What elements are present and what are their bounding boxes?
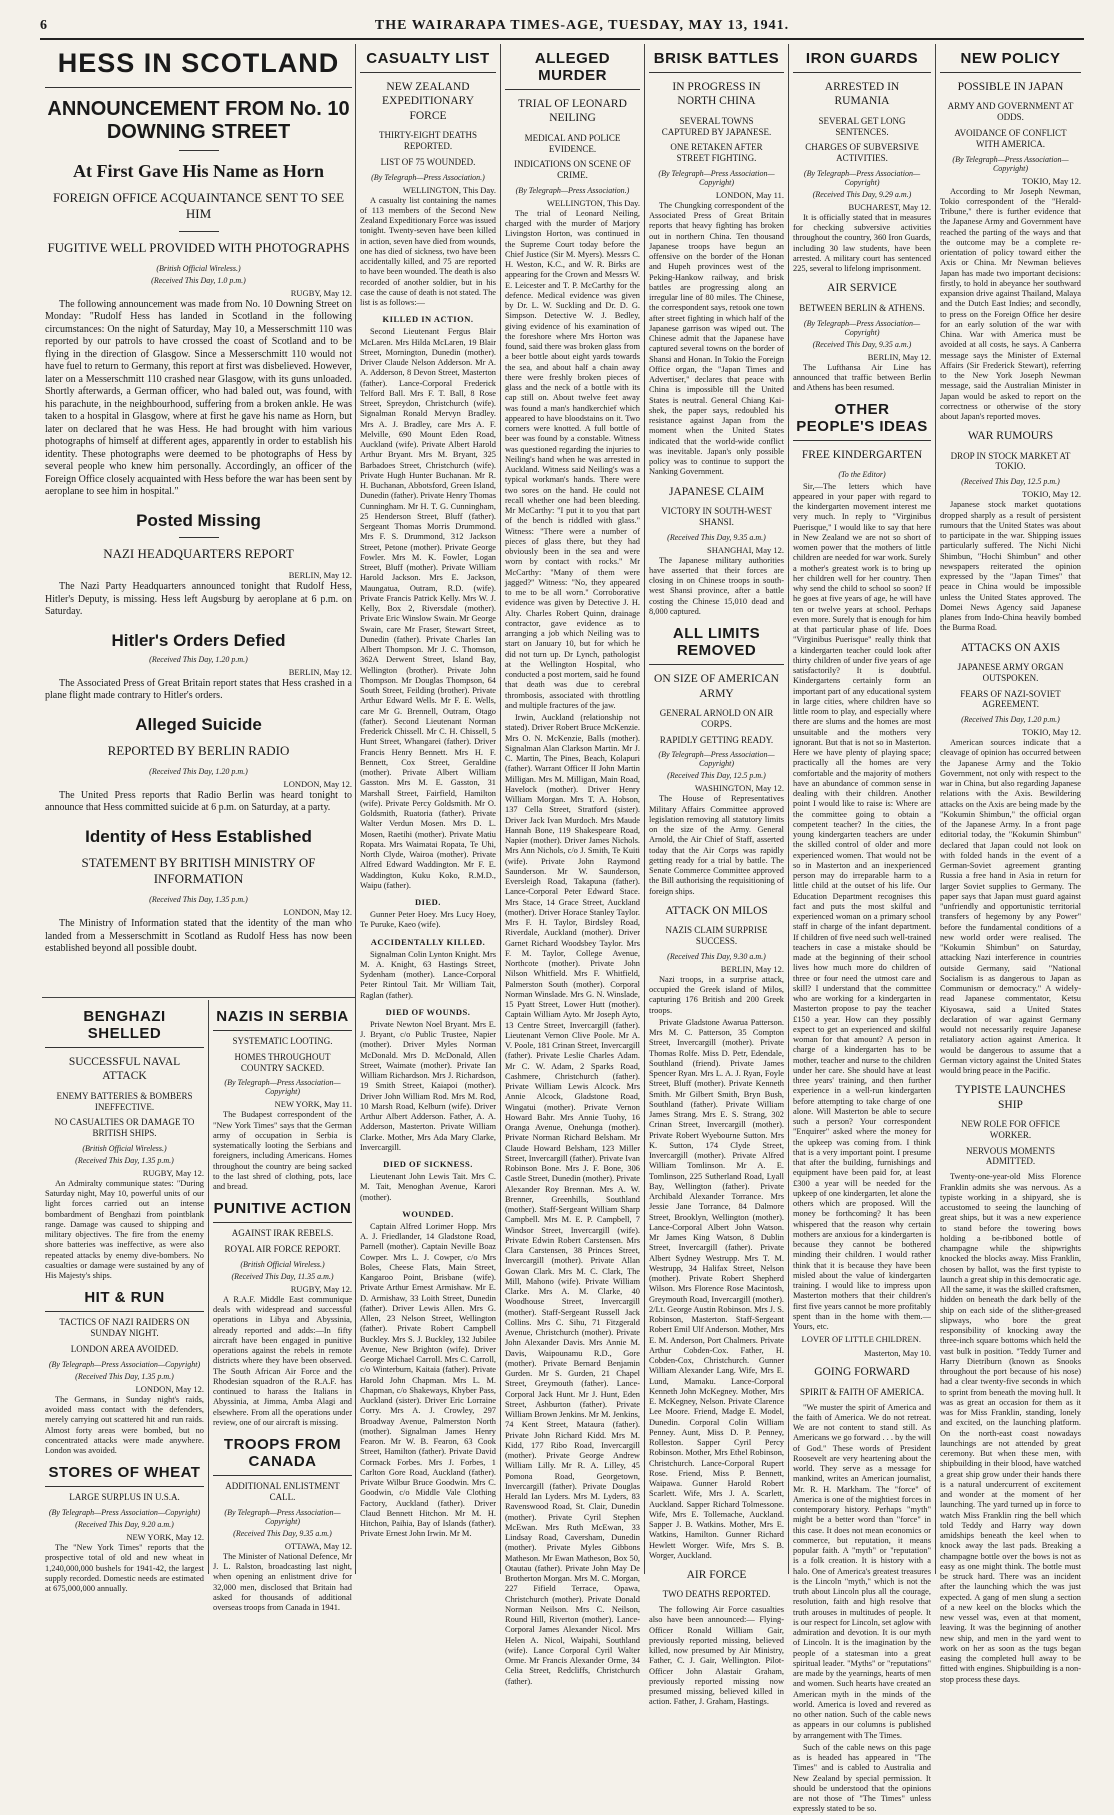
article-body: American sources indicate that a cleavage of opinion has occurred between the Japanese Army and the Tokio Government, not only with respect to the war in China, but also regarding Japanese relations with the Axis. Bewildering attacks on the Axis are being made by the "Kokumin Shimbun," the official organ of the Japanese Army. In a front page editorial today, the "Kokumin Shimbun" declared that Japan could not look on with folded hands in the event of a German-Soviet agreement granting Russia a free hand in Asia in return for larger Soviet supplies to Germany. The paper says that Japan must guard against "unfriendly and opportunistic territorial transfers of hegemony by any Power" before the fundamental conditions of a new world order were realised. The "Kokumin Shimbun" on Saturday, attacking Nazi interference in countries outside Germany, said "National Socialism is as dangerous to Japan as Communism or democracy." A widely-read Japanese commentator, Ketsu Kiyosawa, said a United States declaration of war against Germany would not necessarily require Japanese retaliatory action against America. It would be dangerous to assume that a German victory against the United States would bring peace in the Pacific. — [940, 738, 1081, 1076]
received-time: (Received This Day, 9.35 a.m.) — [667, 532, 766, 542]
received-time: (Received This Day, 9.35 a.m.) — [812, 339, 912, 349]
received-time: (Received This Day, 11.35 a.m.) — [231, 1271, 334, 1281]
subheadline: ONE RETAKEN AFTER STREET FIGHTING. — [670, 142, 763, 164]
byline: (British Official Wireless.) — [240, 1259, 325, 1269]
headline: STORES OF WHEAT — [45, 1458, 204, 1487]
dateline: SHANGHAI, May 12. — [707, 544, 784, 555]
section-label: DIED OF SICKNESS. — [383, 1159, 473, 1170]
subheadline: LARGE SURPLUS IN U.S.A. — [69, 1492, 180, 1503]
subheadline: AVOIDANCE OF CONFLICT WITH AMERICA. — [954, 127, 1067, 149]
subheadline: IN PROGRESS IN NORTH CHINA — [672, 81, 761, 108]
byline: (By Telegraph—Press Association—Copyright) — [48, 1359, 201, 1369]
headline: WAR RUMOURS — [967, 430, 1054, 443]
article-body: A casualty list containing the names of 113 members of the Second New Zealand Expeditionary Force was issued tonight. Twenty-seven have been killed in action, seven have died from wounds, one has died of sickness, two have been accidentally killed, and 75 are reported to have been wounded. The death is also recorded of another soldier, but in his case the cause of death is not stated. The list is as follows:— — [360, 195, 496, 308]
headline: ATTACK ON MILOS — [665, 904, 768, 917]
copyright-note: Such of the cable news on this page as is headed has appeared in "The Times" and is cabled to Australia and New Zealand by special permission. It should be understood that the opinions are not those of "The Times" unless expressly stated to be so. — [793, 1742, 931, 1814]
byline: (By Telegraph—Press Association.) — [371, 172, 485, 182]
headline: OTHER PEOPLE'S IDEAS — [793, 395, 931, 441]
letter-salutation: (To the Editor) — [838, 469, 886, 479]
subheadline: SUCCESSFUL NAVAL ATTACK — [68, 1056, 181, 1083]
letter-place: Masterton, May 10. — [863, 1348, 931, 1359]
dateline: TOKIO, May 12. — [1022, 727, 1081, 738]
subheadline: FREE KINDERGARTEN — [801, 449, 923, 462]
dateline: BERLIN, May 12. — [288, 666, 352, 677]
dateline: BERLIN, May 12. — [288, 570, 352, 580]
headline: TROOPS FROM CANADA — [213, 1430, 352, 1476]
subheadline: TRIAL OF LEONARD NEILING — [518, 98, 627, 125]
divider — [179, 150, 219, 151]
article-body: It is officially stated that in measures for checking subversive activities throughout the country, 360 Iron Guards, including 30 law students, have been arrested. A military court has sentenced 225, several to lifelong imprisonment. — [793, 212, 931, 274]
headline: IRON GUARDS — [793, 44, 931, 73]
casualty-list: Private Gladstone Awarua Patterson. Mrs M. C. Patterson, 35 Compton Street, Invercargill (mother). Private Thomas Rolfe. Miss D. Petr, Edendale, Southland (friend). Private James Spencer Ryan. Mrs L. A. J. Ryan, Foyle Street, Bluff (mother). Private Kenneth Smith. Mr Gilbert Smith, Bryn Bush, Southland (father). Private William James Strang. Mrs E. S. Strang, 302 Crinan Street, Invercargill (mother). Private Robert Wyebourne Sutton. Mrs K. Sutton, 174 Clyde Street, Invercargill (mother). Private Alfred William Tomlinson. Mr A. E. Tomlinson, 225 Sutherland Road, Lyall Bay, Wellington (father). Private Archibald Alexander Torrance. Mrs Jessie Jane Torrance, 84 Dalmore Street, Brooklyn, Wellington (mother). Lance-Corporal Albert John Watson. Mr James King Watson, 8 Dublin Street, Invercargill (father). Private Albert Sydney Westrupp. Mrs T. M. Westrupp, 34 Halifax Street, Nelson (mother). Private Robert Shepherd Wilson. Mrs Florence Rose Macintosh, Greymouth Road, Invercargill (mother). 2/Lt. George Austin Robinson. Mrs J. S. Robinson, Masterton. Staff-Sergeant Robert Emil Ulf Anderson. Mother, Mrs E. M. Anderson, Port Chalmers. Private Arthur Cobden-Cox. Father, H. Cobden-Cox, Christchurch. Gunner William Alexander Lang. Wife, Mrs E. Lund, Mamaku. Lance-Corporal Kenneth John McKegney. Mother, Mrs E. McKegney, Nelson. Private Clarence Lee Moore. Friend, Madge E. Model, Dunedin. Corporal Colin William Penney. Aunt, Miss D. P. Penney, Rolleston. Sapper Cyril Percy Robinson. Mother, Mrs Ethel Robinson, Christchurch. Lance-Corporal Rupert Rose. Friend, Miss P. Bennett, Waipawa. Gunner Harold Robert Scarlett. Wife, Mrs J. A. Scarlett, Auckland. Sapper Richard Tolmessone. Wife, Mrs E. Tollemache, Auckland. Sapper J. B. Watkins. Mother, Mrs E. Watkins, Hamilton. Gunner Richard Hewlett Worger. Wife, Mrs S. B. Worger, Auckland. — [649, 1017, 784, 1560]
headline: NAZIS IN SERBIA — [213, 1002, 352, 1031]
headline: PUNITIVE ACTION — [213, 1194, 352, 1223]
article-body: The Minister of National Defence, Mr J. L. Ralston, broadcasting last night, when opening an enlistment drive for 32,000 men, disclosed that Britain had asked for thousands of additional overseas troops from Canada in 1941. — [213, 1551, 352, 1613]
subheadline: BETWEEN BERLIN & ATHENS. — [799, 302, 925, 313]
section-label: DIED OF WOUNDS. — [385, 1006, 471, 1017]
headline: Hitler's Orders Defied — [111, 630, 286, 650]
headline: CASUALTY LIST — [360, 44, 496, 73]
column-rule — [355, 44, 356, 1574]
subheadline: VICTORY IN SOUTH-WEST SHANSI. — [661, 506, 772, 527]
dateline: OTTAWA, May 12. — [284, 1540, 352, 1551]
subheadline: POSSIBLE IN JAPAN — [957, 81, 1064, 93]
iron-article — [790, 44, 934, 1814]
subheadline: NEW ROLE FOR OFFICE WORKER. — [960, 1119, 1061, 1140]
casualty-list: Second Lieutenant Fergus Blair McLaren. Mrs Hilda McLaren, 19 Blair Street, Mornington, Dunedin (mother). Driver Claude Nelson Adderson. Mr A. A. Adderson, 8 Devon Street, Masterton (father). Lance-Corporal Frederick Telford Ball. Mrs F. T. Ball, 8 Rose Street, Spreydon, Christchurch (wife). Signalman Ronald Mervyn Bradley. Mrs A. J. Bradley, care Mrs A. F. Melville, 690 Mount Eden Road, Auckland (wife). Private Albert Harold Arthur Bryant. Mrs M. Bryant, 325 Barbadoes Street, Christchurch (wife). Private Hugh Hunter Buchanan. Mr R. H. Buchanan, Abbotsford, Green Island, Dunedin (father). Private Henry Thomas Cunningham. Mr H. T. G. Cunningham, 25 Henderson Street, Bluff (father). Sergeant Thomas Morris Drummond. Mrs F. S. Drummond, 312 Jackson Street, Petone (mother). Private George Fowler. Mrs M. K. Fowler, Logan Street, Bluff (mother). Private William Harold Jackson. Mrs E. Jackson, Maungatua, Outram, R.D. (wife). Private Francis Patrick Kelly. Mrs W. J. Kelly, Box 2, Riversdale (mother). Private Eric Winslow Swain. Mr George Swain, care Mr Fraser, Stewart Street, Dunedin (father). Private Charles Ian Albert Thompson. Mr J. C. Thomson, 362A Derwent Street, Island Bay, Wellington (brother). Private John Thompson. Mr Douglas Thompson, 64 South Street, Feilding (brother). Private Arthur Edward Wells. Mr F. E. Wells, care Mr G. Brennell, Outram, Otago (father). Second Lieutenant Norman Frederick Chissell. Mr C. H. Chissell, 5 Hunt Street, Whangarei (father). Driver Francis Henry Bennett. Mrs H. F. Bennett, Cox Street, Geraldine (mother). Private Albert William Gasston. Mrs M. E. Gasston, 31 Marshall Street, Fairfield, Hamilton (wife). Private Percy Goldsmith. Mr O. Goldsmith, Ruatoria (father). Private Walter Verdun Mosen. Mrs D. L. Mosen, Raetihi (mother). Private Matiu Ropata. Mrs Waimatai Ropata, Te Uhi, North Clyde, Wairoa (mother). Private Alfred Edward Waddington. Mr F. E. Waddington, Kuku Koko, R.M.D., Waipu (father). — [360, 327, 496, 890]
casualty-list: Gunner Peter Hoey. Mrs Lucy Hoey, Te Puruke, Kaeo (wife). — [360, 910, 496, 930]
received-time: (Received This Day, 1.35 p.m.) — [75, 1155, 174, 1165]
subheadline: REPORTED BY BERLIN RADIO — [107, 742, 290, 758]
received-time: (Received This Day, 9.29 a.m.) — [812, 189, 912, 199]
article-body: "We muster the spirit of America and the faith of America. We do not retreat. We are not content to stand still. As Americans we go forward . . . by the will of God." These words of President Roosevelt are very heartening about the world. They serve as a message for mankind, writes an American journalist, Mr. R. H. Markham. The "force" of America is one of the mightiest forces in contemporary history. Perhaps "myth" might be a better word than "force" in this case. It does not mean economics or commerce, but reputation, it means popular faith. A "myth" or "reputation" is a folk creation. It is history with a halo. One of America's greatest treasures is the Lincoln "myth," which is not the truth about Lincoln plus all the courage, resolution, faith and high resolve that truth arouses in multitudes of people. It is our respect for Lincoln, set aglow with admiration and devotion. It is our myth of Lincoln. It is the imagination by the people of a statesman into a great spiritual leader. "Myths" or "reputations" are made by the yearnings, hearts of men and women. Such hearts have created an American myth in the minds of the world. America is loved and revered as no other nation. Such of the cable news as appears in our columns is published by arrangement with The Times. — [793, 1402, 931, 1740]
headline: HESS IN SCOTLAND — [45, 44, 352, 88]
divider — [179, 537, 219, 538]
received-time: (Received This Day, 12.5 p.m.) — [961, 477, 1060, 487]
received-time: (Received This Day, 9.20 a.m.) — [75, 1520, 174, 1530]
column-rule — [208, 1000, 209, 1574]
subheadline: LIST OF 75 WOUNDED. — [380, 156, 476, 167]
article-body: A R.A.F. Middle East communique deals with widespread and successful operations in Libya and Abyssinia, already reported and adds:—In fifty aircraft have been engaged in punitive operations against the rebels in remote districts where they have been observed. The South African Air Force and the Rhodesian squadron of the R.A.F. has continued to harass the Italians in Abyssinia, at Jimma, Amba Alagi and elsewhere. From all the operations under review, one of our aircraft is missing. — [213, 1294, 352, 1427]
casualty-article — [357, 44, 499, 1574]
subheadline: FOREIGN OFFICE ACQUAINTANCE SENT TO SEE HIM — [52, 190, 345, 222]
subheadline: THIRTY-EIGHT DEATHS REPORTED. — [378, 130, 478, 151]
brisk-article — [646, 44, 787, 1707]
byline: (By Telegraph—Press Association—Copyright) — [48, 1508, 201, 1518]
dateline: RUGBY, May 12. — [290, 287, 352, 298]
byline: (By Telegraph—Press Association—Copyright) — [224, 1507, 341, 1526]
subheadline: AGAINST IRAK REBELS. — [231, 1228, 334, 1239]
article-body: The Budapest correspondent of the "New York Times" says that the German army of occupation in Serbia is systematically looting the Serbians and foreigners, including Americans. Homes throughout the country are being sacked to the last shred of clothing, pots, lace and bread. — [213, 1110, 352, 1192]
page-number: 6 — [40, 18, 47, 33]
headline: BRISK BATTLES — [649, 44, 784, 73]
subheadline: ADDITIONAL ENLISTMENT CALL. — [225, 1481, 340, 1503]
divider — [179, 231, 219, 232]
article-body: The Nazi Party Headquarters announced tonight that Rudolf Hess, Hitler's Deputy, is missing. Hess left Augsburg by aeroplane at 6 p.m. on Saturday. — [45, 581, 352, 617]
subheadline: FUGITIVE WELL PROVIDED WITH PHOTOGRAPHS — [47, 239, 350, 255]
headline: ALL LIMITS REMOVED — [649, 619, 784, 665]
subheadline: LONDON AREA AVOIDED. — [70, 1344, 179, 1355]
section-rule — [42, 997, 355, 998]
headline: AIR SERVICE — [827, 282, 897, 295]
dateline: BUCHAREST, May 12. — [848, 201, 931, 212]
article-body: The Ministry of Information stated that the identity of the man who landed from a Messerschmitt in Scotland as Rudolf Hess has now been established beyond all possible doubt. — [45, 918, 352, 955]
headline: HIT & RUN — [45, 1283, 204, 1312]
dateline: NEW YORK, May 12. — [126, 1532, 204, 1543]
subheadline: HOMES THROUGHOUT COUNTRY SACKED. — [234, 1051, 331, 1073]
column-rule — [788, 44, 789, 1574]
subheadline: DROP IN STOCK MARKET AT TOKIO. — [950, 450, 1071, 472]
received-time: (Received This Day, 1.20 p.m.) — [149, 654, 248, 664]
article-body: The Germans, in Sunday night's raids, avoided mass contact with the defenders, merely carrying out scattered hit and run raids. Almost forty areas were bombed, but no concentrated attacks were made anywhere. London was avoided. — [45, 1394, 204, 1456]
article-body: The Lufthansa Air Line has announced that traffic between Berlin and Athens has been resumed. — [793, 362, 931, 393]
section-label: WOUNDED. — [402, 1208, 454, 1219]
headline: BENGHAZI SHELLED — [45, 1002, 204, 1048]
received-time: (Received This Day, 1.35 p.m.) — [149, 895, 248, 905]
serbia-article — [210, 1002, 355, 1613]
subheadline: ENEMY BATTERIES & BOMBERS INEFFECTIVE. — [56, 1090, 193, 1112]
dateline: WELLINGTON, This Day. — [402, 184, 496, 195]
article-body: The following Air Force casualties also have been announced:— Flying-Officer Ronald William Gair, previously reported missing, believed killed, now presumed by Air Ministry, Father, C. J. Gair, Wellington. Pilot-Officer John Alastair Graham, previously reported missing now presumed missing, believed killed in action. Father, J. Graham, Hastings. — [649, 1605, 784, 1707]
section-label: DIED. — [415, 897, 441, 908]
subheadline: CHARGES OF SUBVERSIVE ACTIVITIES. — [805, 142, 919, 164]
subheadline: SPIRIT & FAITH OF AMERICA. — [800, 1386, 924, 1397]
headline: NEW POLICY — [940, 44, 1081, 73]
headline: Alleged Suicide — [135, 714, 262, 734]
dateline: TOKIO, May 12. — [1022, 489, 1081, 500]
casualty-list: Signalman Colin Lynton Knight. Mrs M. A. Knight, 63 Hastings Street, Sydenham (mother). Lance-Corporal Peter Rintoul Tait. Mr William Tait, Raglan (father). — [360, 949, 496, 1000]
subheadline: GENERAL ARNOLD ON AIR CORPS. — [659, 707, 774, 729]
subheadline: ARRESTED IN RUMANIA — [824, 81, 900, 108]
headline: AIR FORCE — [686, 1569, 747, 1582]
column-rule — [935, 44, 936, 1574]
subheadline: RAPIDLY GETTING READY. — [659, 734, 774, 745]
subheadline: STATEMENT BY BRITISH MINISTRY OF INFORMATION — [81, 854, 316, 886]
headline: ATTACKS ON AXIS — [960, 641, 1061, 654]
dateline: NEW YORK, May 11. — [274, 1099, 352, 1110]
subheadline: SYSTEMATIC LOOTING. — [232, 1036, 333, 1046]
article-body: Japanese stock market quotations dropped sharply as a result of persistent rumours that the United States was about to participate in the war. Shipping issues particularly suffered. The Nichi Nichi Shimbun, "Hochi Shimbun" and other newspapers reiterated the opinion expressed by the "Japan Times" that peace in China would be impossible unless the United States approved. The Domei News Agency said Japanese planes from Indo-China heavily bombed the Burma Road. — [940, 500, 1081, 633]
article-body: An Admiralty communique states: "During Saturday night, May 10, powerful units of our light forces carried out an intense bombardment of Benghazi from pointblank range. Damage was caused to shipping and military objectives. The fire from the enemy shore batteries was ineffective, as were also repeated attacks by enemy dive-bombers. No casualties or damage were sustained by any of His Majesty's ships. — [45, 1178, 204, 1281]
byline: (By Telegraph—Press Association—Copyright) — [952, 154, 1069, 173]
column-rule — [644, 44, 645, 1574]
subheadline: JAPANESE CLAIM — [668, 485, 765, 498]
received-time: (Received This Day, 9.35 a.m.) — [233, 1528, 332, 1538]
received-time: (Received This Day, 9.30 a.m.) — [667, 951, 766, 961]
received-time: (Received This Day, 1.35 p.m.) — [75, 1371, 174, 1381]
subheadline: MEDICAL AND POLICE EVIDENCE. — [524, 132, 621, 154]
byline: (By Telegraph—Press Association—Copyright) — [803, 318, 921, 337]
byline: (By Telegraph—Press Association—Copyright) — [658, 168, 775, 187]
subheadline: SEVERAL GET LONG SENTENCES. — [818, 115, 906, 137]
headline: Posted Missing — [136, 510, 261, 530]
article-body: The "New York Times" reports that the prospective total of old and new wheat in 1,240,000,000 bushels for 1941-42, the largest supply recorded. Domestic needs are estimated at 675,000,000 annually. — [45, 1543, 204, 1594]
headline: GOING FORWARD — [814, 1366, 910, 1379]
received-time: (Received This Day, 12.5 p.m.) — [667, 771, 766, 781]
received-time: (Received This Day, 1.20 p.m.) — [961, 715, 1060, 725]
dateline: RUGBY, May 12. — [142, 1167, 204, 1178]
article-body: The House of Representatives Military Affairs Committee approved legislation removing all statutory limits on the size of the Army. General Arnold, the Air Chief of Staff, asserted today that the Air Corps was rapidly getting ready for a trial by battle. The Senate Commerce Committee approved the Bill authorising the requisitioning of foreign ships. — [649, 794, 784, 896]
article-body: The trial of Leonard Neiling, charged with the murder of Marjory Livingston Horton, was continued in the Supreme Court today before the Chief Justice (Sir M. Myers). Messrs C. H. Weston, K.C., and W. R. Birks are appearing for the Crown and Messrs W. E. Leicester and T. P. McCarthy for the defence. Medical evidence was given by Dr. L. W. Suckling and Dr. D. G. Simpson. Detective W. J. Bedley, giving evidence of his examination of the foreshore where Mrs Horton was found, said there was broken glass from a beer bottle about eight yards towards the sea, and about half a chain away there were freshly broken pieces of glass and the neck of a bottle with its cap still on. About twelve feet away was found a man's handkerchief which appeared to have bloodstains on it. Two corners were knotted. A full bottle of beer was found by a constable. Witness was questioned regarding the injuries to Neiling's hand when he was arrested in Auckland. Witness said Neiling's was a typical workman's hands. There were two sores on the hand. He could not recall whether one had been bleeding. Mr McCarthy: "I put it to you that part of the bench is riddled with glass." Witness: "There were a number of pieces of glass there, but they had obviously been in the sea and were worn by contact with rocks." Mr McCarthy: "Many of them were jagged?" Witness: "No, they appeared to me to be all worn." Corroborative evidence was given by Detective J. H. Alty. Charles Robert Quinn, drainage contractor, gave evidence as to arranging a job which Neiling was to start on January 10, but for which he did not turn up. Dr Lynch, pathologist at the Wellington Hospital, who conducted a post mortem, said he found that death was due to cerebral thrombosis, associated with throttling and multiple fractures of the jaw. — [505, 208, 640, 710]
casualty-list: Lieutenant John Lewis Tait. Mrs C. M. Tait, Menoghan Avenue, Karori (mother). — [360, 1172, 496, 1202]
byline: (By Telegraph—Press Association.) — [515, 185, 630, 195]
dateline: BERLIN, May 12. — [720, 963, 784, 974]
article-body: The Japanese military authorities have asserted that their forces are closing in on Chinese troops in south-west Shansi province, after a battle costing the Chinese 15,010 dead and 8,000 captured. — [649, 555, 784, 616]
subheadline: NO CASUALTIES OR DAMAGE TO BRITISH SHIPS. — [54, 1117, 195, 1139]
casualty-list: Captain Alfred Lorimer Hopp. Mrs A. J. Friedlander, 14 Gladstone Road, Parnell (mother). Captain Neville Boaz Cowper. Mrs L. J. Cowper, c/o Mrs Boles, Cheese Flats, Main Street, Kangaroo Point, Brisbane (wife). Private Arthur Ernest Armishaw. Mr E. D. Armishaw, 33 Loith Street, Dunedin (father). Driver Lewis Allen. Mrs G. Allen, 23 Nelson Street, Wellington (father). Private Robert Campbell Buckley. Mrs S. J. Buckley, 132 Jubilee Avenue, New Brighton (wife). Driver George Michael Carroll. Mrs C. Carroll, c/o Winterburn, Kaitaia (father). Private Harold John Chapman. Mrs L. M. Chapman, c/o Shakeways, Khyber Pass, Auckland (sister). Driver Eric Lorraine Corry. Mrs A. J. Crowley, 297 Broadway Avenue, Palmerston North (mother). Signalman James Henry Fearon. Mr W. B. Fearon, 63 Cook Street, Hamilton (father). Private David Cormack Forbes. Mrs J. Forbes, 1 Carlton Gore Road, Auckland (father). Private Wilbur Bruce Goodwin. Mrs C. Goodwin, c/o Middle Vale Clothing Factory, Auckland (father). Driver Claud Bennett Hitchon. Mr M. H. Hitchon, Paihia, Bay of Islands (father). Private Ernest John Irwin. Mr M. — [360, 1221, 496, 1539]
dateline: TOKIO, May 12. — [1022, 175, 1081, 186]
article-body: The Associated Press of Great Britain report states that Hess crashed in a plane flight made contrary to Hitler's orders. — [45, 677, 352, 701]
murder-article — [502, 44, 643, 1686]
paper-title: THE WAIRARAPA TIMES-AGE, TUESDAY, MAY 13, 1941. — [374, 18, 790, 33]
subheadline: TWO DEATHS REPORTED. — [662, 1589, 771, 1600]
subheadline: ON SIZE OF AMERICAN ARMY — [654, 673, 779, 700]
section-label: KILLED IN ACTION. — [382, 314, 474, 325]
subheadline: JAPANESE ARMY ORGAN OUTSPOKEN. — [957, 661, 1064, 683]
dateline: BERLIN, May 12. — [867, 351, 931, 362]
subheadline: NAZIS CLAIM SURPRISE SUCCESS. — [665, 925, 768, 946]
subheadline: SEVERAL TOWNS CAPTURED BY JAPANESE. — [661, 115, 772, 137]
article-body: Nazi troops, in a surprise attack, occupied the Greek island of Milos, capturing 176 British and 200 Greek troops. — [649, 974, 784, 1015]
article-body: According to Mr Joseph Newman, Tokio correspondent of the "Herald-Tribune," there is further evidence that the Japanese Army and Government have reached the parting of the ways and that the outcome may be a complete re-orientation of policy toward either the Axis or China. Mr Newman believes Japan has made two important decisions: firstly, to hold in abeyance her southward expansion drive against Thailand, Malaya and the Dutch East Indies; and secondly, to press on the Foreign Office her desire for an early solution of the war with China. War with America must be avoided at all costs, he says. A Canberra message says the Minister of External Affairs (Sir Frederick Stewart), referring to the New York Joseph Newman message, said the Australian Minister in Japan would be asked to report on the correctness or otherwise of the story about Japan's reported moves. — [940, 186, 1081, 422]
subheadline: TACTICS OF NAZI RAIDERS ON SUNDAY NIGHT. — [59, 1317, 190, 1339]
headline: Identity of Hess Established — [85, 826, 312, 846]
subheadline: NERVOUS MOMENTS ADMITTED. — [965, 1145, 1056, 1167]
dateline: LONDON, May 12. — [283, 907, 352, 918]
received-time: (Received This Day, 1.0 p.m.) — [151, 275, 246, 285]
headline: TYPISTE LAUNCHES SHIP — [955, 1084, 1066, 1111]
letter-signature: LOVER OF LITTLE CHILDREN. — [801, 1334, 921, 1345]
received-time: (Received This Day, 1.20 p.m.) — [149, 766, 248, 776]
subheadline: INDICATIONS ON SCENE OF CRIME. — [514, 159, 631, 181]
article-body: Twenty-one-year-old Miss Florence Franklin admits she was nervous. As a typiste working in a shipyard, she is accustomed to seeing the launching of great ships, but it was a new experience to stand before the towering bows holding a be-ribboned bottle of champagne while the shipwrights knocked the blocks away. Miss Franklin, chosen by ballot, was the first typiste to launch a great ship in this democratic age. All the same, it was the skilled craftsmen, hidden on beneath the dark belly of the ship on each side of the slither-greased slipways, who bore the great responsibility of knocking away the three-inch square bottoms which held the vast bulk in position. "Teddy Turner and Harry Dietriburn (known as Snooks throughout the port because of his nose) had a clear twenty-five seconds in which to sprint from beneath the moving hull. It was as great an occasion for them as it was for Miss Franklin, standing, lonely and excited, on the launching platform. On the north-east coast nowadays launchings are not attended by great ceremony. But when these men, with shipbuilding in their blood, have watched a great ship grow under their hands there is a natural undercurrent of excitement and wonder at the moment of her launching. The yard turned up in force to watch Miss Franklin ring the bell which told Teddy and Harry way down amidships beneath the keel when to knock away the last pads. Breaking a champagne bottle over the bows is not as easy as one might think. The bottle must be struck hard. There was an incident after the launching which the was just expected. A gang of men slung a section of a new keel on the blocks which the new vessel was, even at that moment, leaving. It was the beginning of another new ship, and men in the yard went to work on her as soon as the tugs began easing the completed hull away to be fitted with engines. Shipbuilding is a non-stop process these days. — [940, 1172, 1081, 1684]
article-body: The Chungking correspondent of the Associated Press of Great Britain reports that heavy fighting has broken out in northern China. Ten thousand Japanese troops have begun an offensive on the border of the Honan and Hupeh provinces west of the Peking-Hankow railway, and brisk battles are progressing along an irregular line of 80 miles. The Chinese, the correspondent says, retook one town after street fighting in which half of the Japanese garrison was wiped out. The Chinese admit that the Japanese have captured several towns on the border of Shansi and Honan. In Tokio the Foreign Office organ, the "Japan Times and Advertiser," declares that peace with China is impossible till the United States is neutral. General Chiang Kai-shek, the paper says, redoubled his resistance against Japan from the moment when the United States indicated that the world-wide conflict was inevitable. Japan's only possible policy was to continue to support the Nanking Government. — [649, 200, 784, 477]
section-label: ACCIDENTALLY KILLED. — [370, 936, 486, 947]
dateline: WELLINGTON, This Day. — [546, 197, 640, 208]
subheadline: ARMY AND GOVERNMENT AT ODDS. — [947, 101, 1074, 123]
benghazi-article — [42, 1002, 207, 1594]
subheadline: FEARS OF NAZI-SOVIET AGREEMENT. — [960, 688, 1061, 710]
byline: (British Official Wireless.) — [82, 1143, 167, 1153]
letter-body: Sir,—The letters which have appeared in your paper with regard to the kindergarten movement interest me very much. In reply to "Virginibus Puerisque," I would like to say that here in New Zealand we are not so short of women power that the mothers of little children are needed for war work. Surely a mother's greatest work is to bring up her children well for her country. Then why send the child to school so soon? If he goes at five years of age, he will have ten or twelve years at school. Perhaps even more. Surely that is enough for him at that particular phase of life. Does "Virginibus Puerisque" really think that a kindergarten teacher could look after thirty children of under five years of age satisfactorily? It is doubtful. Kindergartens certainly form an important part of any educational system in large cities, where children have so little room to play, and especially where there are slums and the homes are most unsuitable and the mothers very ignorant. But that is not so in Masterton. Here we have plenty of playing space; practically all the homes are very comfortable and the majority of mothers have an abundance of common sense in dealing with their children. Another point I would like to raise is: Where are the committee going to obtain a competent teacher? In the cities, the young kindergarten teachers are under the skilled control of older and more experienced women. That would not be so in Masterton and an inexperienced person may do irreparable harm to a little child at the outset of his life. Our Education Department recognises this fact and puts the most skilful and experienced woman on a primary school staff in charge of the infant department. If children of five need such well-trained teachers in case a mistake should be made at the beginning of their school lives how much more do children of three or four need the utmost care and skill? I understand that the committee who are working for a kindergarten in Masterton propose to pay the teacher £150 a year. How can they possibly expect to get an experienced and skilful woman for that amount? A person in charge of a kindergarten has to be mother, teacher and nurse to the children under her care. She should have at least three years' training, and then further experience in a well-run kindergarten before attempting to take charge of one alone. Will Masterton be able to secure such a person? Your correspondent "Enquirer" asked where the money for the upkeep was coming from. I think that is a very important point. I presume that after the building, furnishings and equipment have been paid for, at least £300 a year will be needed for the upkeep of one kindergarten, let alone the others which are proposed. Will the money be forthcoming? It has been whispered that the reason why certain mothers are anxious for a kindergarten is because they cannot be bothered minding their children. I would rather think that it is because they have been misled about the value of kindergarten training. I would like to impress upon Masterton mothers that their children's first five years cannot be more profitably spent than in the home with them.—Yours, etc. — [793, 481, 931, 1332]
byline: (By Telegraph—Press Association—Copyright) — [224, 1078, 341, 1097]
masthead — [40, 14, 1084, 40]
dateline: WASHINGTON, May 12. — [694, 783, 784, 794]
dateline: LONDON, May 12. — [283, 778, 352, 789]
hess-article — [42, 44, 355, 996]
article-body: The following announcement was made from No. 10 Downing Street on Monday: "Rudolf Hess has landed in Scotland in the following circumstances: On the night of Saturday, May 10, a Messerschmitt 110 was reported by our patrols to have crossed the coast of Scotland and to be flying in the direction of Glasgow. Since a Messerschmitt 110 would not have fuel to return to Germany, this report at first was disbelieved. However, later on a Messerschmitt 110 crashed near Glasgow, with its guns unloaded. Shortly afterwards, a German officer, who had baled out, was found, with his parachute, in the neighbourhood, suffering from a broken ankle. He was taken to a hospital in Glasgow, where at first he gave his name as Horn, but later on declared that he was Hess. He had brought with him various photographs of himself at different ages, apparently in order to establish his identity. These photographs were deemed to be photographs of Hess by several people who knew him personally. Accordingly, an officer of the Foreign Office closely acquainted with Hess before the war has been sent by aeroplane to see him in hospital." — [45, 298, 352, 498]
subheadline: NAZI HEADQUARTERS REPORT — [103, 545, 294, 561]
column-rule — [500, 44, 501, 1574]
headline: ALLEGED MURDER — [505, 44, 640, 90]
dateline: LONDON, May 11. — [715, 189, 784, 200]
dateline: LONDON, May 12. — [135, 1383, 204, 1394]
policy-article — [937, 44, 1084, 1684]
byline: (By Telegraph—Press Association—Copyright) — [658, 750, 775, 769]
subheadline: ANNOUNCEMENT FROM No. 10 DOWNING STREET — [47, 98, 350, 143]
byline: (By Telegraph—Press Association—Copyright) — [803, 168, 921, 187]
casualty-list: Irwin, Auckland (relationship not stated). Driver Robert Bruce McKenzie. Mrs O. N. McKenzie, Balls (mother). Signalman Alan Clarkson Martin. Mr J. C. Martin, The Pines, Beach, Kolapuri (father). Warrant Officer II John Martin Milligan. Mrs M. Milligan, Main Road, Havelock (mother). Driver Henry William Morgan. Mrs T. A. Hobson, 137 Cella Street, Stratford (sister). Driver Jack Ivan Murdoch. Mrs Maude Hannah Bone, 119 Shakespeare Road, Napier (mother). Driver James Nichols. Mrs Ann Nichols, c/o J. Smith, Te Kuiti (wife). Private John Raymond Saunderson. Mr W. Saunderson, Eversleigh Road, Takapuna (father). Lance-Corporal Peter Edward Stace. Mrs Stace, 14 Grace Street, Auckland (mother). Driver Horace Stanley Taylor. Mrs F. H. Taylor, Birdsley Road, Riverdale, Auckland (mother). Driver Garnet Richard Woodsbey Taylor. Mrs F. M. Taylor, College Avenue, Northcote (mother). Private John Nilson Whitfield. Mrs F. Whitfield, Palmerston South (mother). Corporal Norman Winslade. Mrs G. N. Winslade, 15 Pyatt Street, Lower Hutt (mother). Captain William Ayto. Mr Joseph Ayto, 13 Centre Street, Invercargill (father). Lieutenant Vernon Clive Poole. Mr A. V. Poole, 181 Crinan Street, Invercargill (father). Private Leslie Charles Adam. Mr C. W. Adam, 2 Sparks Road, Cashmere, Christchurch (father). Private William Lewis Alcock. Mrs Annie Alcock, Gladstone Road, Wingatui (mother). Private Vernon Howard Bahr. Mrs Annie Tuohy, 16 Oranga Avenue, Onehunga (mother). Private Norman Richard Belsham. Mr Claude Howard Belsham, 123 Miller Street, Invercargill (father). Private Ivan Robinson Bone. Mrs J. F. Bone, 306 Castle Street, Dunedin (mother). Private Alexander Roy Brennan. Mrs A. W. Brenner, Greenhills, Southland (mother). Staff-Sergeant William Sharp Campbell. Mrs M. E. P. Campbell, 7 Windsor Street, Invercargill (wife). Private Edwin Robert Carstensen. Mrs Clara Carstensen, 38 Princes Street, Invercargill (mother). Private Allan Gowan Clark. Mrs M. C. Clark, The Mill, Mahono (wife). Private William Clarke. Mrs A. M. Clarke, 40 Woodhouse Street, Invercargill (mother). Staff-Sergeant Russell Jack Collins. Mrs C. Sihu, 71 Fitzgerald Avenue, Christchurch (mother). Private John Alexander Davis. Mrs Annie M. Davis, Waipounamu R.D., Gore (mother). Private Bernard Benjamin Gurden. Mr S. Gurden, 21 Chapel Street, Greymouth (father). Lance-Corporal Jack Hunt. Mr J. Hunt, Eden Street, Ashburton (father). Private William Brown Jenkins. Mr M. Jenkins, 74 Kent Street, Mataura (father). Private John Richard Kidd. Mrs M. Kidd, 177 Ribo Road, Invercargill (mother). Private George Andrew William Lilly. Mr R. A. Lilley, 45 Pomona Road, Georgetown, Invercargill (father). Private Douglas Herald Ian Lyders. Mrs M. Lyders, 83 Ravenswood Road, St. Clair, Dunedin (mother). Private Cyril Stephen McEwan. Mrs Ruth McEwan, 33 Lindsay Road, Caversham, Dunedin (mother). Private Myles Gibbons Matheson. Mr Ewan Matheson, Box 50, Otautau (father). Private John May De Brotherton Morgan. Mrs M. C. Morgan, 227 Fifield Terrace, Opawa, Christchurch (mother). Private Donald Norman Neilson. Mrs C. Neilson, Round Hill, Riverton (mother). Lance-Corporal James Alexander Nicol. Mrs Helen A. Nicol, Waipahi, Southland (wife). Lance Corporal Cyril Walter Orme. Mr Francis Alexander Orme, 34 Celia Street, Redcliffs, Christchurch (father). — [505, 713, 640, 1686]
dateline: RUGBY, May 12. — [290, 1283, 352, 1294]
casualty-list: Private Newton Noel Bryant. Mrs E. J. Bryant, c/o Public Trustee, Napier (mother). Driver Myles Norman McDonald. Mrs D. McDonald, Allen Street, Waimate (mother). Private Ian William Richardson. Mrs J. Richardson, 19 Smith Street, Kaiapoi (mother). Driver John William Rod. Mrs M. Rod, 10 Marsh Road, Kelburn (wife). Driver Arthur Albert Adderson. Father, A. A. Adderson, Masterton. Private William Clarke. Mother, Mrs Ada Mary Clarke, Invercargill. — [360, 1019, 496, 1152]
subheadline: ROYAL AIR FORCE REPORT. — [224, 1244, 341, 1255]
subheadline: NEW ZEALAND EXPEDITIONARY FORCE — [382, 81, 474, 122]
byline: (British Official Wireless.) — [156, 263, 241, 273]
article-body: The United Press reports that Radio Berlin was heard tonight to announce that Hess committed suicide at 6 p.m. on Saturday, at a party. — [45, 789, 352, 814]
subheadline: At First Gave His Name as Horn — [73, 161, 324, 181]
